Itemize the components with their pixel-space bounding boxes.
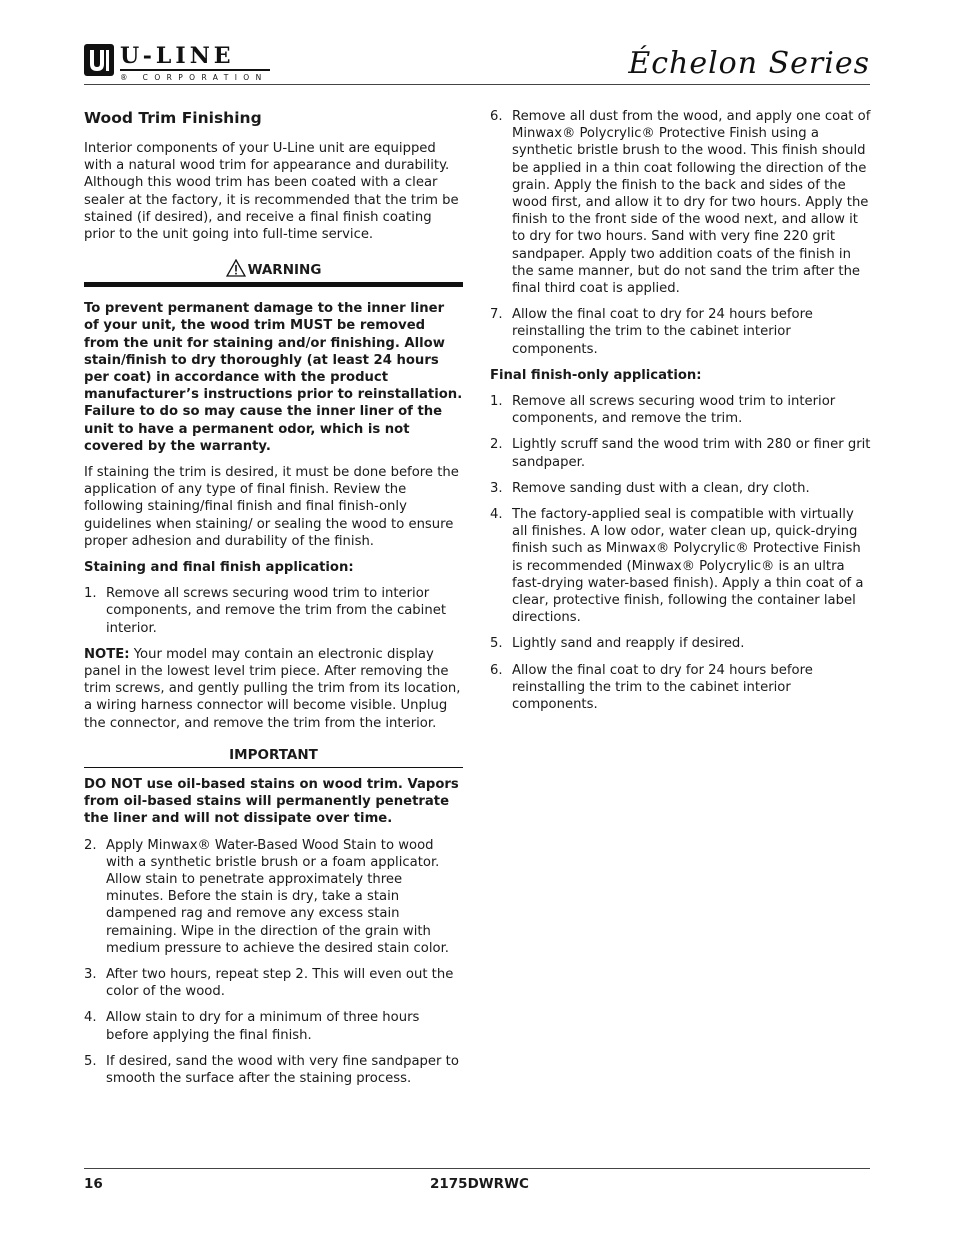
staining-steps-part3 [490, 108, 871, 358]
page-number: 16 [84, 1176, 103, 1192]
section-title: Wood Trim Finishing [84, 109, 262, 127]
list-item [84, 837, 463, 957]
intro-paragraph: Interior components of your U-Line unit are equipped with a natural wood trim for appearance and durability. Although this wood trim has been coated with a clear sealer at the factory, it is recommended that the trim be stained (if desired), and receive a final finish coating prior to the unit going into full-time service. [84, 141, 459, 243]
staining-heading: Staining and final finish application: [84, 560, 354, 576]
step-number: 5. [490, 636, 503, 652]
step-number: 2. [490, 437, 503, 453]
note-text: Your model may contain an electronic display panel in the lowest level trim piece. After removing the trim screws, and gently pulling the trim from its location, a wiring harness connector will become visible. Unplug the connector, and remove the trim from the interior. [84, 646, 461, 731]
list-item [84, 966, 463, 1000]
important-heading: IMPORTANT [229, 746, 318, 763]
list-item [490, 662, 871, 714]
logo-text [120, 44, 270, 82]
final-finish-steps [490, 393, 871, 713]
logo-rule [120, 69, 270, 71]
warning-rule [84, 282, 463, 287]
left-column [84, 106, 463, 1096]
list-item [490, 506, 871, 626]
warning-triangle-icon [226, 259, 246, 277]
step-number: 2. [84, 837, 97, 853]
step-number: 3. [490, 480, 503, 496]
step-number: 4. [490, 507, 503, 523]
warning-label: WARNING [247, 262, 322, 279]
step-number: 1. [490, 394, 503, 410]
important-rule [84, 767, 463, 768]
list-item [84, 1009, 463, 1043]
list-item [84, 1053, 463, 1087]
step-number: 5. [84, 1053, 97, 1069]
logo-corporation: ® CORPORATION [120, 73, 268, 82]
step-text: Allow the final coat to dry for 24 hours before reinstalling the trim to the cabinet interior components. [512, 307, 813, 357]
uline-logo-icon [84, 44, 114, 76]
step-text: Remove all screws securing wood trim to interior components, and remove the trim from the cabinet interior. [106, 586, 446, 636]
note-paragraph [84, 646, 463, 732]
step-text: Lightly sand and reapply if desired. [512, 636, 745, 652]
step-text: Remove all dust from the wood, and apply one coat of Minwax® Polycrylic® Protective Finish using a synthetic bristle brush to the wood. This finish should be applied in a thin coat following the direction of the grain. Apply the finish to the back and sides of the wood first, and allow it to dry for two hours. Apply the finish to the front side of the wood next, and allow it to dry for two hours. Sand with very fine 220 grit sandpaper. Apply two addition coats of the finish in the same manner, but do not sand the trim after the final third coat is applied. [512, 109, 871, 297]
staining-steps-part1 [84, 585, 463, 637]
list-item [490, 436, 871, 470]
step-text: Apply Minwax® Water-Based Wood Stain to wood with a synthetic bristle brush or a foam applicator. Allow stain to penetrate approximately three minutes. Before the stain is dry, take a stain dampened rag and remove any excess stain remaining. Wipe in the direction of the grain with medium pressure to achieve the desired stain color. [106, 837, 450, 956]
list-item [490, 306, 871, 358]
step-number: 1. [84, 586, 97, 602]
step-text: Lightly scruff sand the wood trim with 280 or finer grit sandpaper. [512, 437, 871, 470]
step-text: Remove all screws securing wood trim to interior components, and remove the trim. [512, 394, 836, 427]
list-item [490, 480, 871, 497]
staining-steps-part2 [84, 837, 463, 1088]
page-footer [84, 1168, 870, 1192]
step-text: Allow stain to dry for a minimum of three hours before applying the final finish. [106, 1010, 420, 1043]
step-number: 6. [490, 662, 503, 678]
staining-intro: If staining the trim is desired, it must be done before the application of any type of final finish. Review the following staining/final finish and final finish-only guidelines when staining/ or sealing the wood to ensure proper adhesion and durability of the finish. [84, 465, 459, 549]
step-text: After two hours, repeat step 2. This will even out the color of the wood. [106, 966, 454, 1000]
list-item [490, 393, 871, 427]
step-text: Remove sanding dust with a clean, dry cloth. [512, 480, 810, 496]
right-column [490, 108, 871, 722]
list-item [84, 585, 463, 637]
step-text: The factory-applied seal is compatible with virtually all finishes. A low odor, water clean up, quick-drying finish such as Minwax® Polycrylic® Protective Finish is recommended (Minwax® Polycrylic® is an ultra fast-drying water-based finish). Apply a thin coat of a clear, protective finish, following the container label directions. [512, 507, 864, 626]
final-finish-heading: Final finish-only application: [490, 367, 702, 383]
step-number: 4. [84, 1010, 97, 1026]
logo-brand: U-LINE [120, 43, 235, 69]
list-item [490, 108, 871, 297]
step-text: If desired, sand the wood with very fine sandpaper to smooth the surface after the staining process. [106, 1053, 459, 1086]
page-header [84, 42, 870, 85]
important-text: DO NOT use oil-based stains on wood trim. Vapors from oil-based stains will permanently penetrate the liner and will not dissipate over time. [84, 776, 459, 827]
list-item [490, 635, 871, 652]
step-number: 7. [490, 307, 503, 323]
step-text: Allow the final coat to dry for 24 hours before reinstalling the trim to the cabinet interior components. [512, 662, 813, 713]
step-number: 6. [490, 109, 503, 124]
model-number: 2175DWRWC [430, 1176, 529, 1192]
uline-logo [84, 44, 270, 80]
warning-text: To prevent permanent damage to the inner liner of your unit, the wood trim MUST be removed from the unit for staining and/or finishing. Allow stain/finish to dry thoroughly (at least 24 hours per coat) in accordance with the product manufacturer’s instructions prior to reinstallation. Failure to do so may cause the inner liner of the unit to have a permanent odor, which is not covered by the warranty. [84, 301, 463, 454]
step-number: 3. [84, 966, 97, 982]
series-title: Échelon Series [628, 46, 870, 81]
note-label: NOTE: [84, 646, 130, 662]
warning-heading [84, 259, 463, 279]
